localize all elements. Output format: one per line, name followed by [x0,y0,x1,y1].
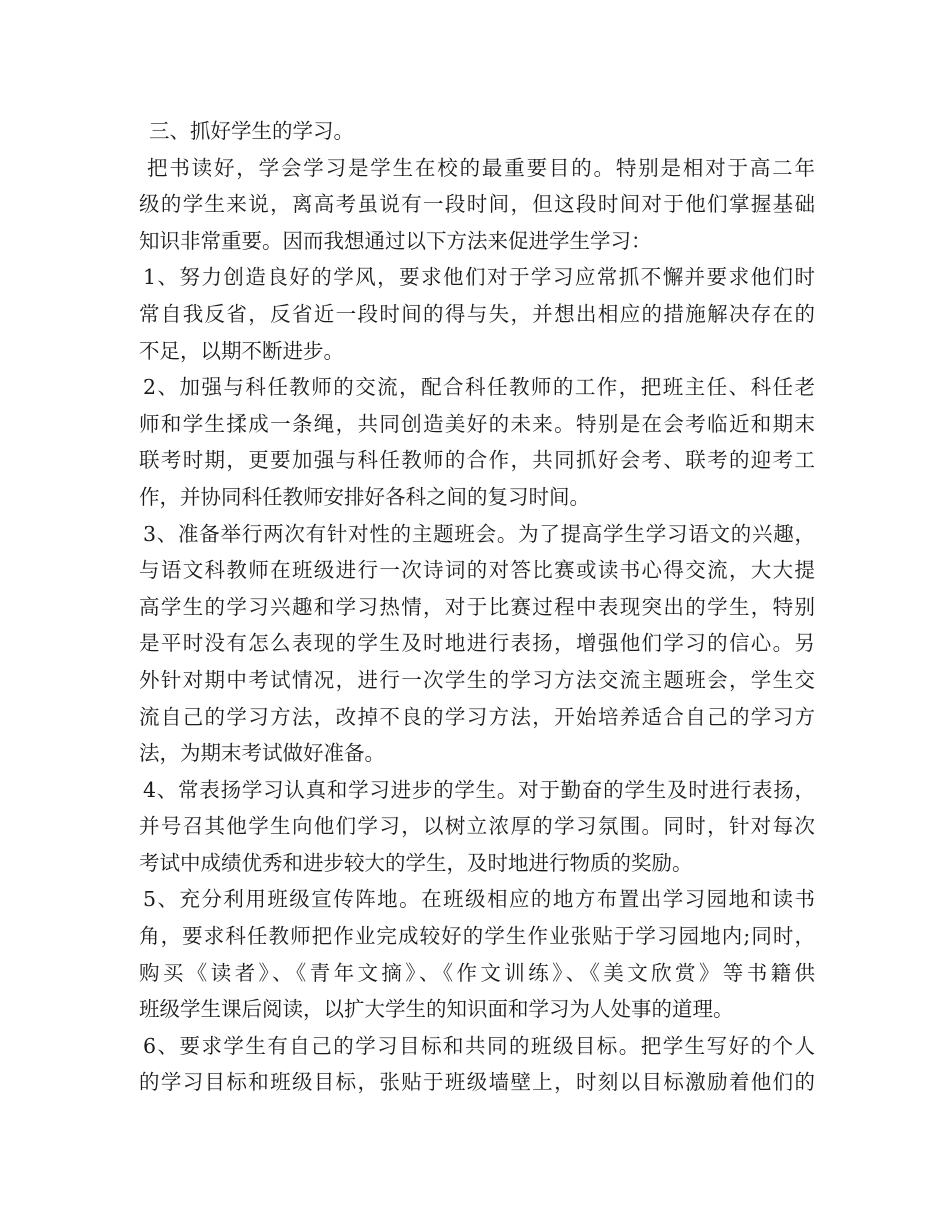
text-line: 并号召其他学生向他们学习，以树立浓厚的学习氛围。同时，针对每次 [139,814,815,839]
text-line: 把书读好，学会学习是学生在校的最重要目的。特别是相对于高二年 [147,155,815,180]
text-line: 是平时没有怎么表现的学生及时地进行表扬，增强他们学习的信心。另 [139,631,815,656]
text-line: 级的学生来说，离高考虽说有一段时间，但这段时间对于他们掌握基础 [139,192,815,217]
text-line: 角，要求科任教师把作业完成较好的学生作业张贴于学习园地内;同时， [139,924,815,949]
text-line: 作，并协同科任教师安排好各科之间的复习时间。 [139,484,590,509]
document-body [139,113,815,1101]
text-line: 班级学生课后阅读，以扩大学生的知识面和学习为人处事的道理。 [139,997,734,1022]
section-heading: 三、抓好学生的学习。 [149,119,354,143]
text-line: 师和学生揉成一条绳，共同创造美好的未来。特别是在会考临近和期末 [139,411,815,436]
text-line: 3、准备举行两次有针对性的主题班会。为了提高学生学习语文的兴趣， [143,521,815,546]
text-line: 6、要求学生有自己的学习目标和共同的班级目标。把学生写好的个人 [143,1033,815,1058]
text-line: 高学生的学习兴趣和学习热情，对于比赛过程中表现突出的学生，特别 [139,594,815,619]
text-line: 购买《读者》、《青年文摘》、《作文训练》、《美文欣赏》等书籍供 [139,960,815,985]
text-line: 2、加强与科任教师的交流，配合科任教师的工作，把班主任、科任老 [143,375,815,400]
text-line: 考试中成绩优秀和进步较大的学生，及时地进行物质的奖励。 [139,850,693,875]
text-line: 联考时期，更要加强与科任教师的合作，共同抓好会考、联考的迎考工 [139,448,815,473]
text-line: 常自我反省，反省近一段时间的得与失，并想出相应的措施解决存在的 [139,301,815,326]
text-line: 法，为期末考试做好准备。 [139,741,385,766]
text-line: 流自己的学习方法，改掉不良的学习方法，开始培养适合自己的学习方 [139,704,815,729]
text-line: 的学习目标和班级目标，张贴于班级墙壁上，时刻以目标激励着他们的 [139,1070,815,1095]
text-line: 不足，以期不断进步。 [139,338,344,363]
text-line: 与语文科教师在班级进行一次诗词的对答比赛或读书心得交流，大大提 [139,558,815,583]
text-line: 知识非常重要。因而我想通过以下方法来促进学生学习： [139,228,652,253]
text-line: 外针对期中考试情况，进行一次学生的学习方法交流主题班会，学生交 [139,667,815,692]
text-line: 5、充分利用班级宣传阵地。在班级相应的地方布置出学习园地和读书 [143,887,815,912]
text-line: 4、常表扬学习认真和学习进步的学生。对于勤奋的学生及时进行表扬， [143,777,815,802]
text-line: 1、努力创造良好的学风，要求他们对于学习应常抓不懈并要求他们时 [143,265,815,290]
